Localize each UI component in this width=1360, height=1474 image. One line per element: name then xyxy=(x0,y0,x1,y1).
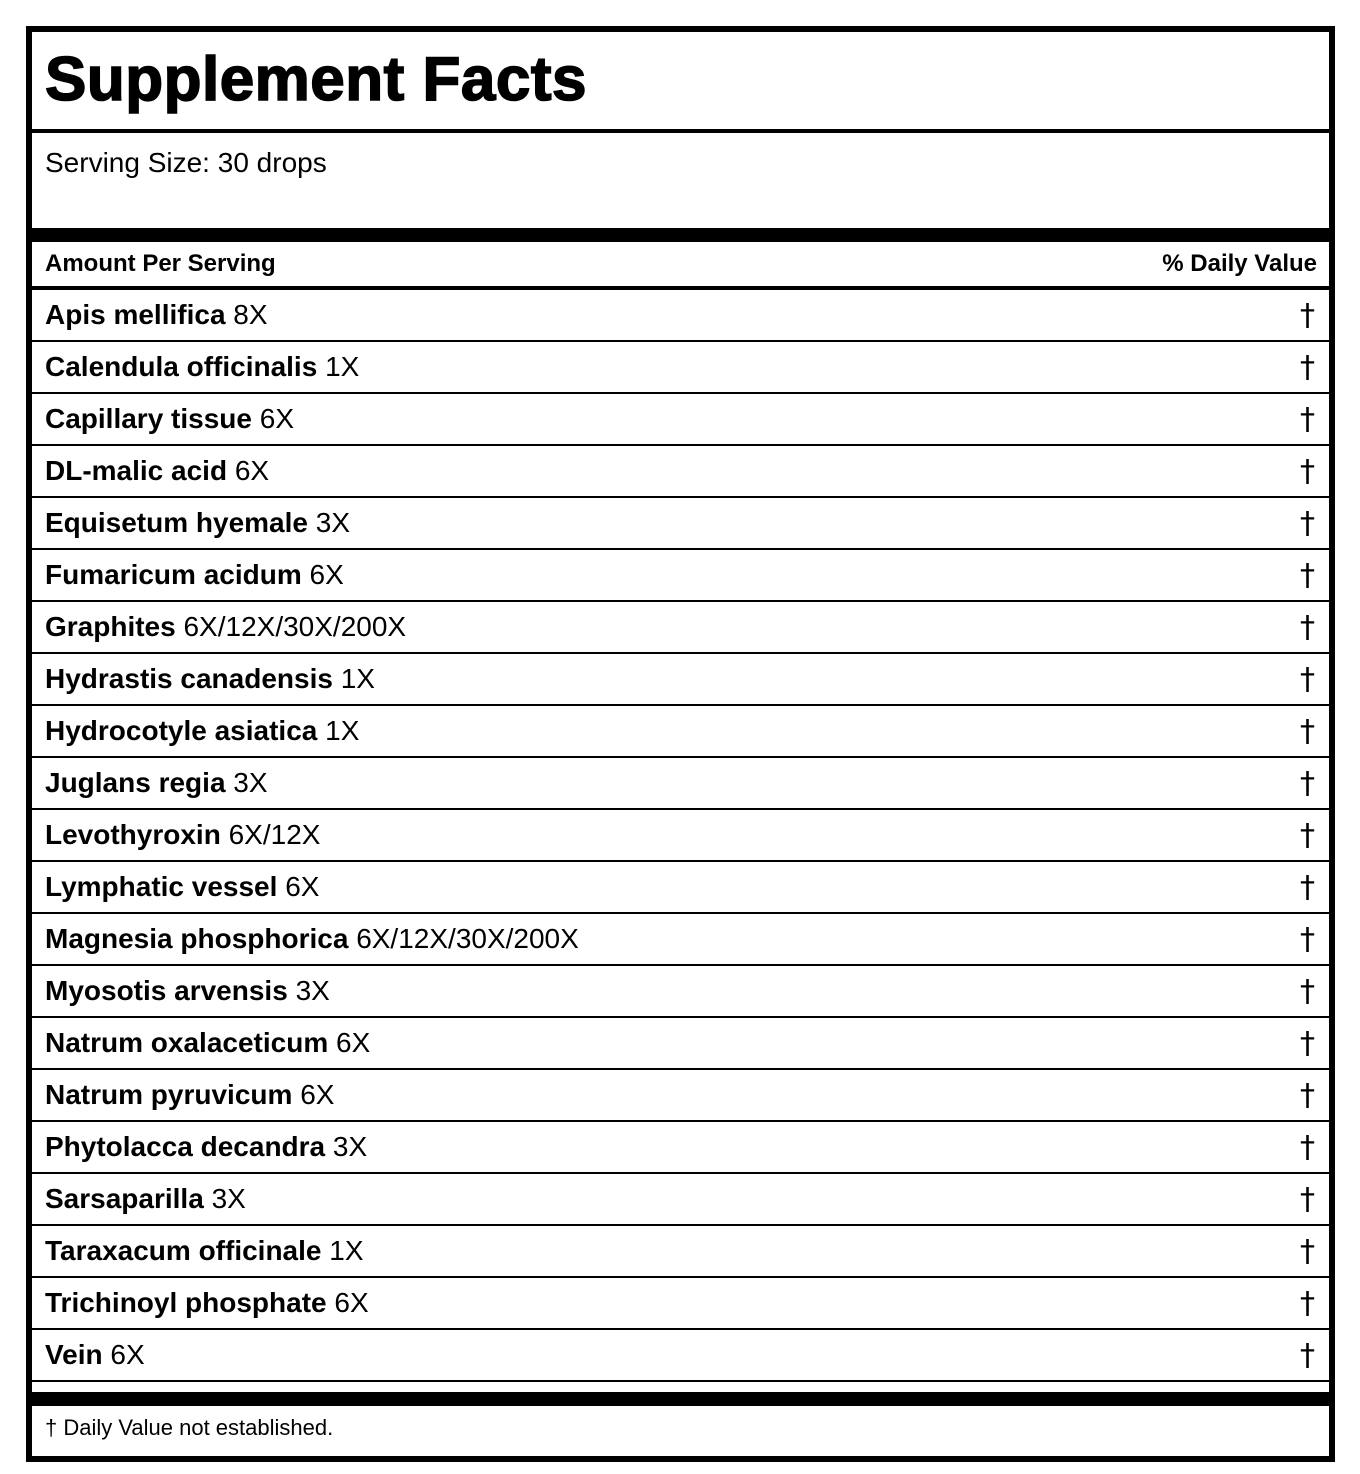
ingredient-daily-value: † xyxy=(1300,922,1315,957)
ingredient-potency: 6X xyxy=(234,455,270,486)
ingredient-daily-value: † xyxy=(1300,714,1315,749)
daily-value-footnote: † Daily Value not established. xyxy=(45,1415,334,1440)
ingredient-potency: 3X xyxy=(332,1131,368,1162)
ingredient-potency: 1X xyxy=(329,1235,364,1266)
ingredient-potency: 3X xyxy=(211,1183,246,1214)
ingredient-row xyxy=(32,758,1329,810)
ingredient-daily-value: † xyxy=(1300,558,1315,593)
ingredient-label xyxy=(45,507,350,539)
ingredient-name: Natrum oxalaceticum xyxy=(45,1027,329,1058)
ingredient-daily-value: † xyxy=(1300,1182,1315,1217)
serving-section xyxy=(32,133,1329,242)
ingredient-potency: 3X xyxy=(315,507,351,538)
ingredient-label xyxy=(45,299,268,331)
ingredient-label xyxy=(45,1027,370,1059)
ingredient-name: Natrum pyruvicum xyxy=(45,1079,293,1110)
ingredient-list xyxy=(32,290,1329,1382)
ingredient-row xyxy=(32,446,1329,498)
ingredient-potency: 6X/12X/30X/200X xyxy=(183,611,407,642)
bottom-divider xyxy=(32,1382,1329,1406)
ingredient-label xyxy=(45,819,320,851)
ingredient-name: Juglans regia xyxy=(45,767,226,798)
ingredient-name: Graphites xyxy=(45,611,176,642)
ingredient-row xyxy=(32,1226,1329,1278)
ingredient-label xyxy=(45,351,359,383)
ingredient-row xyxy=(32,498,1329,550)
ingredient-potency: 1X xyxy=(340,663,375,694)
ingredient-row xyxy=(32,1122,1329,1174)
ingredient-label xyxy=(45,1131,367,1163)
ingredient-name: Lymphatic vessel xyxy=(45,871,278,902)
ingredient-daily-value: † xyxy=(1300,974,1315,1009)
ingredient-label xyxy=(45,455,269,487)
ingredient-row xyxy=(32,1070,1329,1122)
ingredient-name: Phytolacca decandra xyxy=(45,1131,326,1162)
ingredient-name: Hydrocotyle asiatica xyxy=(45,715,318,746)
ingredient-row xyxy=(32,1018,1329,1070)
ingredient-row xyxy=(32,706,1329,758)
ingredient-label xyxy=(45,559,344,591)
ingredient-potency: 6X xyxy=(336,1027,371,1058)
ingredient-row xyxy=(32,914,1329,966)
ingredient-potency: 3X xyxy=(233,767,268,798)
ingredient-row xyxy=(32,550,1329,602)
ingredient-name: Magnesia phosphorica xyxy=(45,923,349,954)
daily-value-header: % Daily Value xyxy=(1162,250,1317,277)
ingredient-daily-value: † xyxy=(1300,766,1315,801)
ingredient-name: Hydrastis canadensis xyxy=(45,663,333,694)
ingredient-daily-value: † xyxy=(1300,454,1315,489)
ingredient-label xyxy=(45,975,330,1007)
ingredient-name: Calendula officinalis xyxy=(45,351,318,382)
ingredient-daily-value: † xyxy=(1300,1026,1315,1061)
ingredient-name: Trichinoyl phosphate xyxy=(45,1287,327,1318)
ingredient-daily-value: † xyxy=(1300,1078,1315,1113)
ingredient-daily-value: † xyxy=(1300,1234,1315,1269)
ingredient-daily-value: † xyxy=(1300,870,1315,905)
ingredient-label xyxy=(45,1339,145,1371)
ingredient-potency: 3X xyxy=(295,975,330,1006)
ingredient-potency: 6X xyxy=(110,1339,145,1370)
ingredient-daily-value: † xyxy=(1300,610,1315,645)
ingredient-daily-value: † xyxy=(1300,818,1315,853)
ingredient-name: Vein xyxy=(45,1339,103,1370)
ingredient-name: Taraxacum officinale xyxy=(45,1235,322,1266)
column-header-row xyxy=(32,242,1329,290)
ingredient-potency: 1X xyxy=(325,715,360,746)
ingredient-label xyxy=(45,715,359,747)
ingredient-label xyxy=(45,663,375,695)
ingredient-daily-value: † xyxy=(1300,1286,1315,1321)
ingredient-potency: 6X/12X xyxy=(228,819,321,850)
ingredient-name: Levothyroxin xyxy=(45,819,221,850)
ingredient-label xyxy=(45,767,268,799)
ingredient-daily-value: † xyxy=(1300,350,1315,385)
ingredient-row xyxy=(32,1174,1329,1226)
ingredient-potency: 6X xyxy=(309,559,344,590)
ingredient-potency: 6X xyxy=(259,403,295,434)
ingredient-potency: 6X/12X/30X/200X xyxy=(356,923,579,954)
ingredient-daily-value: † xyxy=(1300,298,1315,333)
ingredient-row xyxy=(32,290,1329,342)
ingredient-row xyxy=(32,342,1329,394)
ingredient-row xyxy=(32,654,1329,706)
ingredient-name: Capillary tissue xyxy=(45,403,252,434)
ingredient-daily-value: † xyxy=(1300,506,1315,541)
ingredient-name: DL-malic acid xyxy=(45,455,228,486)
ingredient-potency: 6X xyxy=(285,871,320,902)
label-title: Supplement Facts xyxy=(45,45,587,114)
ingredient-row xyxy=(32,966,1329,1018)
ingredient-name: Fumaricum acidum xyxy=(45,559,302,590)
ingredient-name: Sarsaparilla xyxy=(45,1183,204,1214)
supplement-facts-label xyxy=(26,26,1335,1462)
serving-size: Serving Size: 30 drops xyxy=(45,147,327,178)
ingredient-row xyxy=(32,862,1329,914)
ingredient-daily-value: † xyxy=(1300,402,1315,437)
ingredient-label xyxy=(45,1079,334,1111)
ingredient-daily-value: † xyxy=(1300,1130,1315,1165)
ingredient-label xyxy=(45,923,579,955)
ingredient-daily-value: † xyxy=(1300,1338,1315,1373)
ingredient-daily-value: † xyxy=(1300,662,1315,697)
ingredient-name: Equisetum hyemale xyxy=(45,507,308,538)
ingredient-row xyxy=(32,810,1329,862)
title-section xyxy=(32,32,1329,133)
ingredient-potency: 8X xyxy=(233,299,268,330)
ingredient-label xyxy=(45,1183,246,1215)
ingredient-label xyxy=(45,611,406,643)
ingredient-name: Myosotis arvensis xyxy=(45,975,288,1006)
ingredient-row xyxy=(32,1330,1329,1382)
ingredient-label xyxy=(45,1287,369,1319)
ingredient-row xyxy=(32,602,1329,654)
ingredient-potency: 6X xyxy=(300,1079,335,1110)
ingredient-label xyxy=(45,871,319,903)
ingredient-row xyxy=(32,1278,1329,1330)
ingredient-row xyxy=(32,394,1329,446)
ingredient-label xyxy=(45,1235,364,1267)
ingredient-potency: 1X xyxy=(325,351,360,382)
ingredient-label xyxy=(45,403,294,435)
ingredient-name: Apis mellifica xyxy=(45,299,226,330)
ingredient-potency: 6X xyxy=(334,1287,369,1318)
amount-per-serving-header: Amount Per Serving xyxy=(45,250,276,277)
footnote-section xyxy=(32,1406,1329,1456)
